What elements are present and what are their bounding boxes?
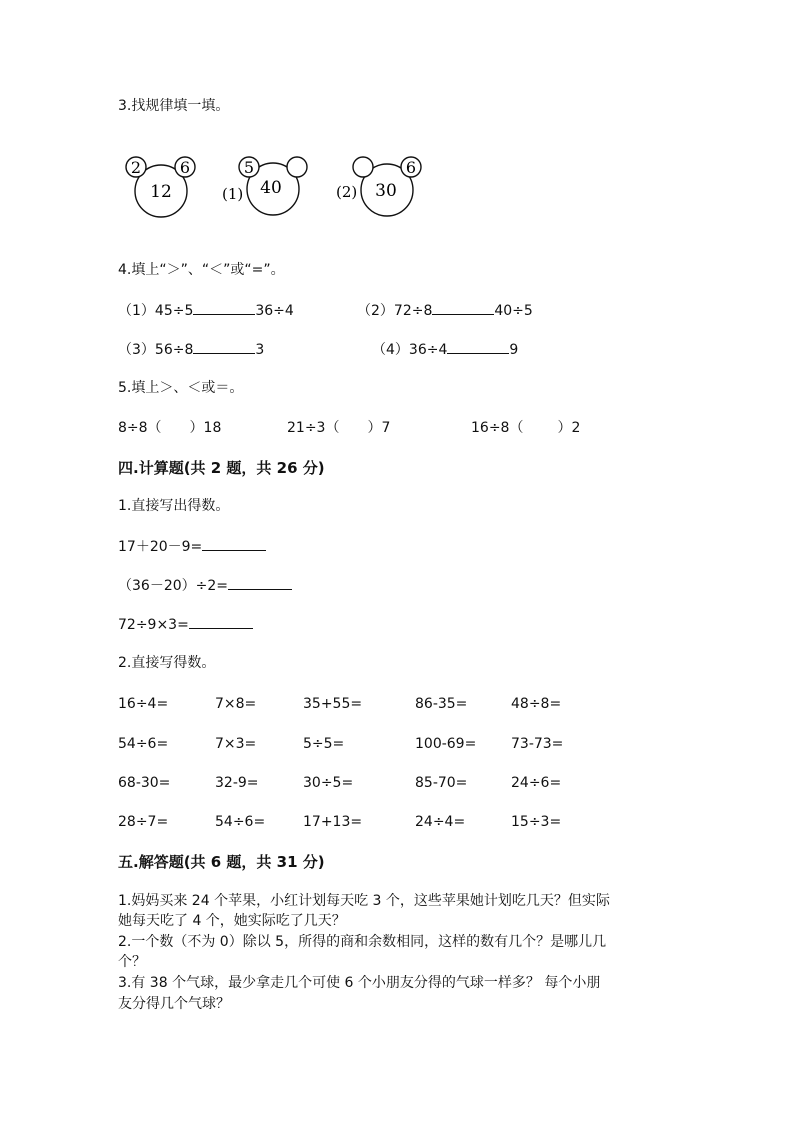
q5-item-1-right: ）18 (189, 420, 222, 436)
calc-cell: 7×8= (215, 696, 257, 712)
answer-blank[interactable] (432, 302, 494, 315)
face-2 (222, 157, 307, 215)
face-2-center: 40 (260, 178, 282, 198)
calc-cell: 28÷7= (118, 814, 169, 830)
calc-cell: 17+13= (303, 814, 363, 830)
q5-item-3-right: ）2 (557, 420, 581, 436)
q4-item-4-after: 9 (509, 342, 519, 358)
section-5-title: 五.解答题(共 6 题，共 31 分) (118, 853, 325, 871)
q3-heading: 3.找规律填一填。 (118, 98, 230, 114)
calc-cell: 48÷8= (511, 696, 562, 712)
q4-item-4 (372, 341, 518, 359)
problem-1-line-1: 1.妈妈买来 24 个苹果，小红计划每天吃 3 个，这些苹果她计划吃几天？但实际 (118, 893, 610, 909)
calc-cell: 35+55= (303, 696, 363, 712)
q4-item-2-after: 40÷5 (494, 303, 533, 319)
calc-cell: 32-9= (215, 775, 259, 791)
calc-cell: 85-70= (415, 775, 468, 791)
q4-item-2-label: （2）72÷8 (357, 303, 433, 319)
problem-2-line-2: 个？ (118, 954, 146, 970)
q4-heading: 4.填上“＞”、“＜”或“=”。 (118, 262, 285, 278)
problem-1-line-2: 她每天吃了 4 个，她实际吃了几天？ (118, 913, 346, 929)
s4-q1-item-1 (118, 538, 266, 556)
calc-cell: 5÷5= (303, 736, 345, 752)
section-4-title: 四.计算题(共 2 题，共 26 分) (118, 459, 325, 477)
q4-item-1-label: （1）45÷5 (118, 303, 194, 319)
s4-q2-heading: 2.直接写得数。 (118, 655, 216, 671)
answer-blank[interactable] (202, 538, 266, 551)
calc-cell: 54÷6= (118, 736, 169, 752)
q4-item-1-after: 36÷4 (255, 303, 294, 319)
pattern-faces (110, 150, 450, 230)
calc-cell: 54÷6= (215, 814, 266, 830)
q5-item-2-left: 21÷3（ (287, 420, 340, 436)
face-1-right: 6 (179, 158, 191, 177)
q4-item-4-label: （4）36÷4 (372, 342, 448, 358)
expression: 72÷9×3= (118, 617, 189, 633)
expression: （36－20）÷2= (118, 578, 228, 594)
q4-item-3 (118, 341, 264, 359)
face-1-left: 2 (130, 158, 142, 177)
face-3 (336, 157, 421, 216)
q5-item-3-left: 16÷8（ (471, 420, 524, 436)
answer-blank[interactable] (193, 341, 255, 354)
calc-cell: 68-30= (118, 775, 171, 791)
expression: 17＋20－9= (118, 539, 203, 555)
s4-q1-item-3 (118, 616, 253, 634)
calc-cell: 24÷6= (511, 775, 562, 791)
calc-cell: 86-35= (415, 696, 468, 712)
q5-item-2 (287, 420, 390, 437)
face-2-left: 5 (243, 158, 255, 177)
face-3-prefix: (2) (336, 183, 358, 201)
calc-cell: 100-69= (415, 736, 477, 752)
q5-item-1-left: 8÷8（ (118, 420, 162, 436)
calc-cell: 15÷3= (511, 814, 562, 830)
q5-item-2-right: ）7 (367, 420, 391, 436)
calc-cell: 16÷4= (118, 696, 169, 712)
calc-cell: 73-73= (511, 736, 564, 752)
answer-blank[interactable] (193, 302, 255, 315)
s4-q1-item-2 (118, 577, 292, 595)
problem-3-line-1: 3.有 38 个气球，最少拿走几个可使 6 个小朋友分得的气球一样多？ 每个小朋 (118, 975, 601, 991)
q4-item-1 (118, 302, 294, 320)
answer-blank[interactable] (189, 616, 253, 629)
face-2-prefix: (1) (222, 185, 244, 203)
answer-blank[interactable] (447, 341, 509, 354)
q5-item-1 (118, 420, 221, 437)
q4-item-2 (357, 302, 533, 320)
q5-heading: 5.填上＞、＜或＝。 (118, 380, 244, 396)
calc-cell: 7×3= (215, 736, 257, 752)
answer-blank[interactable] (228, 577, 292, 590)
q5-item-3 (471, 420, 580, 437)
s4-q1-heading: 1.直接写出得数。 (118, 498, 230, 514)
problem-3-line-2: 友分得几个气球？ (118, 996, 230, 1012)
calc-cell: 24÷4= (415, 814, 466, 830)
face-3-right: 6 (405, 158, 417, 177)
face-3-center: 30 (375, 181, 397, 201)
face-1-center: 12 (150, 182, 172, 202)
q4-item-3-label: （3）56÷8 (118, 342, 194, 358)
problem-2-line-1: 2.一个数（不为 0）除以 5，所得的商和余数相同，这样的数有几个？是哪儿几 (118, 934, 607, 950)
face-1 (126, 157, 195, 217)
calc-cell: 30÷5= (303, 775, 354, 791)
q4-item-3-after: 3 (255, 342, 265, 358)
